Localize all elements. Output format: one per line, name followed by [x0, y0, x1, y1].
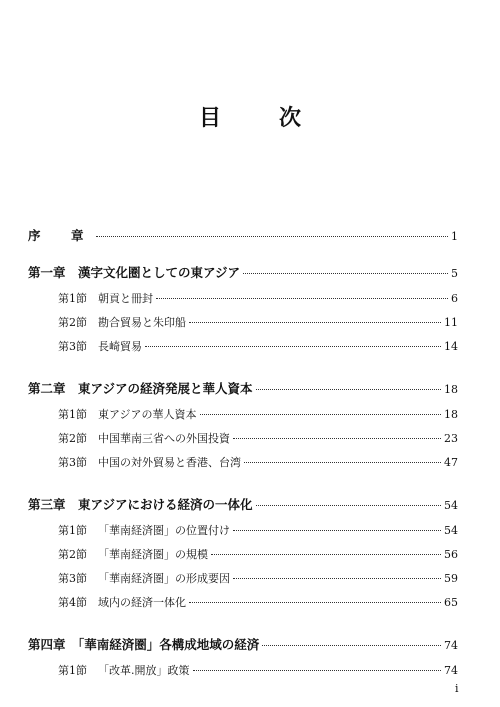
toc-section	[28, 662, 458, 686]
dot-leader	[211, 554, 441, 555]
section-page: 23	[444, 432, 458, 445]
dot-leader	[189, 322, 441, 323]
section-page: 6	[451, 292, 458, 305]
dot-leader	[233, 530, 441, 531]
dot-leader	[243, 273, 448, 274]
chapter-label: 第二章 東アジアの経済発展と華人資本	[28, 381, 253, 396]
section-number: 第1節	[58, 408, 87, 421]
toc-prelude	[28, 226, 458, 246]
section-number: 第3節	[58, 340, 87, 353]
toc-section	[28, 430, 458, 454]
toc-list	[28, 226, 458, 686]
chapter-page: 5	[451, 267, 458, 280]
section-title: 「華南経済圏」の規模	[98, 548, 208, 561]
section-number: 第3節	[58, 456, 87, 469]
dot-leader	[233, 578, 441, 579]
section-number: 第1節	[58, 292, 87, 305]
section-page: 18	[444, 408, 458, 421]
section-number: 第3節	[58, 572, 87, 585]
prelude-label: 序 章	[28, 228, 93, 243]
section-number: 第1節	[58, 664, 87, 677]
toc-chapter	[28, 635, 458, 655]
section-title: 域内の経済一体化	[98, 596, 186, 609]
dot-leader	[244, 462, 441, 463]
dot-leader	[156, 298, 448, 299]
section-number: 第2節	[58, 316, 87, 329]
section-page: 54	[444, 524, 458, 537]
section-page: 56	[444, 548, 458, 561]
dot-leader	[145, 346, 441, 347]
chapter-label: 第一章 漢字文化圏としての東アジア	[28, 265, 241, 280]
section-page: 11	[444, 316, 458, 329]
dot-leader	[200, 414, 441, 415]
chapter-page: 18	[444, 383, 458, 396]
toc-section	[28, 454, 458, 478]
dot-leader	[189, 602, 441, 603]
section-number: 第2節	[58, 432, 87, 445]
chapter-page: 74	[444, 639, 458, 652]
dot-leader	[193, 670, 442, 671]
toc-section	[28, 522, 458, 546]
toc-section	[28, 594, 458, 618]
dot-leader	[96, 236, 448, 237]
section-title: 中国の対外貿易と香港、台湾	[98, 456, 241, 469]
section-number: 第2節	[58, 548, 87, 561]
dot-leader	[233, 438, 441, 439]
footer-page-number: i	[455, 682, 459, 695]
toc-chapter	[28, 263, 458, 283]
section-page: 59	[444, 572, 458, 585]
section-page: 14	[444, 340, 458, 353]
section-title: 「改革.開放」政策	[98, 664, 190, 677]
dot-leader	[262, 645, 441, 646]
toc-section	[28, 406, 458, 430]
chapter-page: 54	[444, 499, 458, 512]
section-page: 65	[444, 596, 458, 609]
section-title: 東アジアの華人資本	[98, 408, 197, 421]
page-title: 目 次	[198, 106, 319, 131]
dot-leader	[256, 505, 441, 506]
section-number: 第4節	[58, 596, 87, 609]
section-page: 47	[444, 456, 458, 469]
section-title: 中国華南三省への外国投資	[98, 432, 230, 445]
toc-chapter	[28, 495, 458, 515]
toc-section	[28, 570, 458, 594]
section-title: 長崎貿易	[98, 340, 142, 353]
section-title: 勘合貿易と朱印船	[98, 316, 186, 329]
toc-section	[28, 546, 458, 570]
section-number: 第1節	[58, 524, 87, 537]
prelude-page: 1	[451, 230, 458, 243]
section-title: 「華南経済圏」の位置付け	[98, 524, 230, 537]
section-page: 74	[444, 664, 458, 677]
toc-section	[28, 338, 458, 362]
toc-section	[28, 290, 458, 314]
toc-section	[28, 314, 458, 338]
chapter-label: 第三章 東アジアにおける経済の一体化	[28, 497, 253, 512]
toc-chapter	[28, 379, 458, 399]
dot-leader	[256, 389, 441, 390]
section-title: 「華南経済圏」の形成要因	[98, 572, 230, 585]
section-title: 朝貢と冊封	[98, 292, 153, 305]
chapter-label: 第四章 「華南経済圏」各構成地域の経済	[28, 637, 260, 652]
